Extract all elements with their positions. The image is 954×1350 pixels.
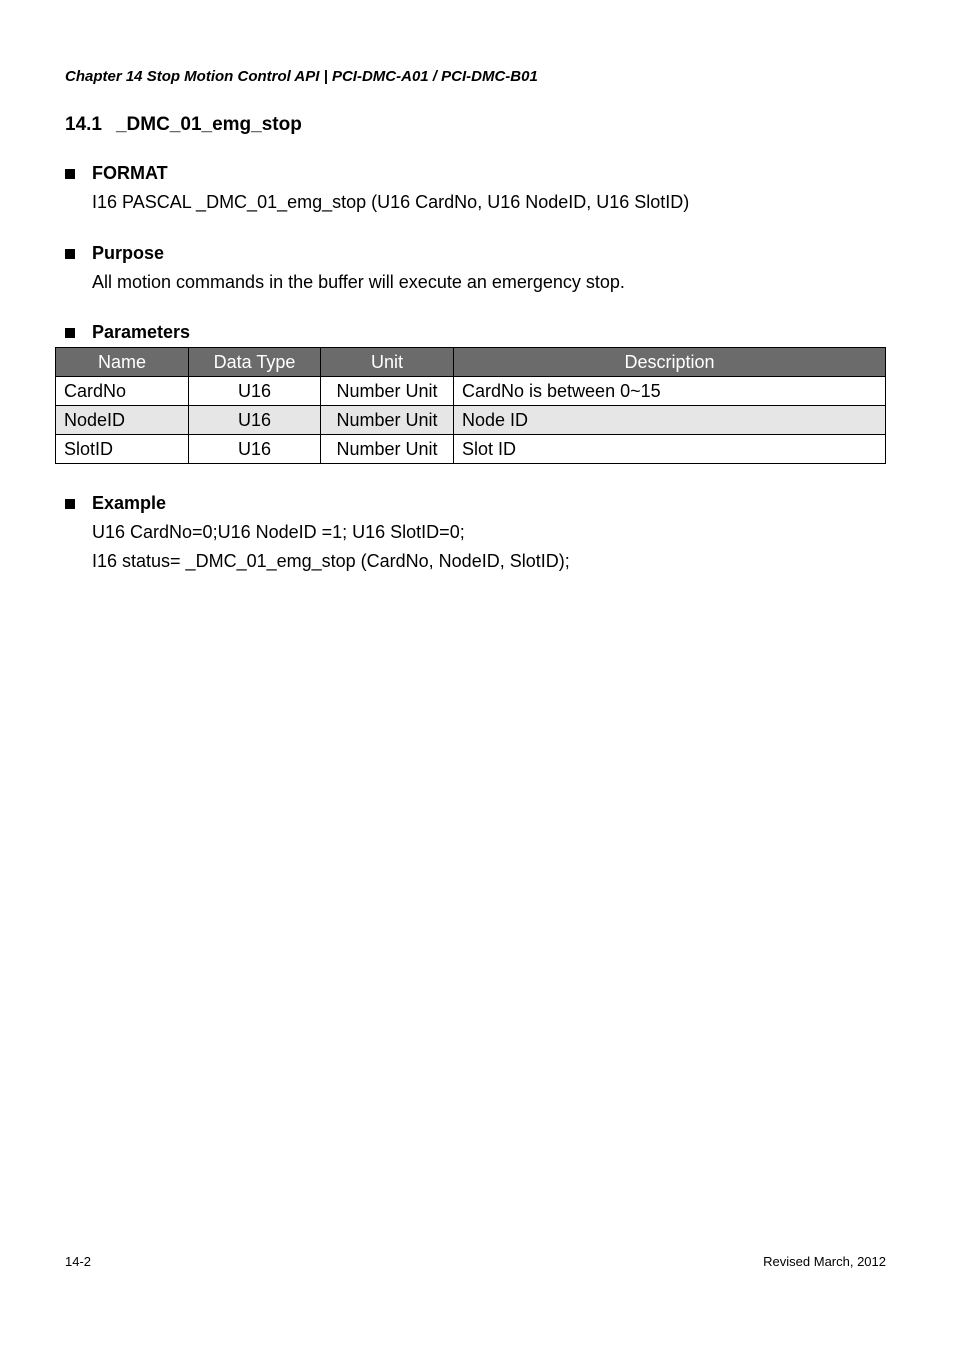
table-row [56, 435, 886, 464]
section-number: 14.1 [65, 114, 102, 135]
example-code-line: U16 CardNo=0;U16 NodeID =1; U16 SlotID=0; [92, 522, 465, 542]
format-heading [65, 163, 689, 184]
column-header-name: Name [56, 348, 189, 377]
format-text: I16 PASCAL _DMC_01_emg_stop (U16 CardNo, U16 NodeID, U16 SlotID) [92, 192, 690, 212]
bullet-square-icon [65, 249, 75, 259]
example-heading-label: Example [92, 493, 167, 513]
param-description: Node ID [454, 406, 886, 435]
purpose-block [65, 243, 625, 293]
param-name: SlotID [56, 435, 189, 464]
column-header-unit: Unit [321, 348, 454, 377]
section-title [65, 114, 302, 136]
param-type: U16 [189, 377, 321, 406]
column-header-description: Description [454, 348, 886, 377]
revision-date: Revised March, 2012 [763, 1254, 886, 1269]
example-heading [65, 493, 570, 514]
format-block [65, 163, 689, 213]
param-name: CardNo [56, 377, 189, 406]
parameters-block [65, 322, 190, 343]
purpose-heading-label: Purpose [92, 243, 165, 263]
param-description: CardNo is between 0~15 [454, 377, 886, 406]
table-row [56, 406, 886, 435]
param-name: NodeID [56, 406, 189, 435]
param-unit: Number Unit [321, 377, 454, 406]
param-description: Slot ID [454, 435, 886, 464]
parameters-heading [65, 322, 190, 343]
purpose-heading [65, 243, 625, 264]
param-type: U16 [189, 435, 321, 464]
table-header-row [56, 348, 886, 377]
chapter-header: Chapter 14 Stop Motion Control API | PCI-DMC-A01 / PCI-DMC-B01 [65, 68, 538, 85]
example-block [65, 493, 570, 572]
purpose-text: All motion commands in the buffer will execute an emergency stop. [92, 272, 625, 292]
function-name: _DMC_01_emg_stop [115, 114, 302, 135]
bullet-square-icon [65, 499, 75, 509]
table-row [56, 377, 886, 406]
column-header-data-type: Data Type [189, 348, 321, 377]
param-type: U16 [189, 406, 321, 435]
bullet-square-icon [65, 169, 75, 179]
page-number: 14-2 [65, 1254, 92, 1269]
example-code-line: I16 status= _DMC_01_emg_stop (CardNo, NodeID, SlotID); [92, 551, 570, 571]
param-unit: Number Unit [321, 435, 454, 464]
parameters-table [55, 347, 886, 464]
param-unit: Number Unit [321, 406, 454, 435]
bullet-square-icon [65, 328, 75, 338]
parameters-heading-label: Parameters [92, 322, 191, 342]
format-heading-label: FORMAT [92, 163, 168, 183]
